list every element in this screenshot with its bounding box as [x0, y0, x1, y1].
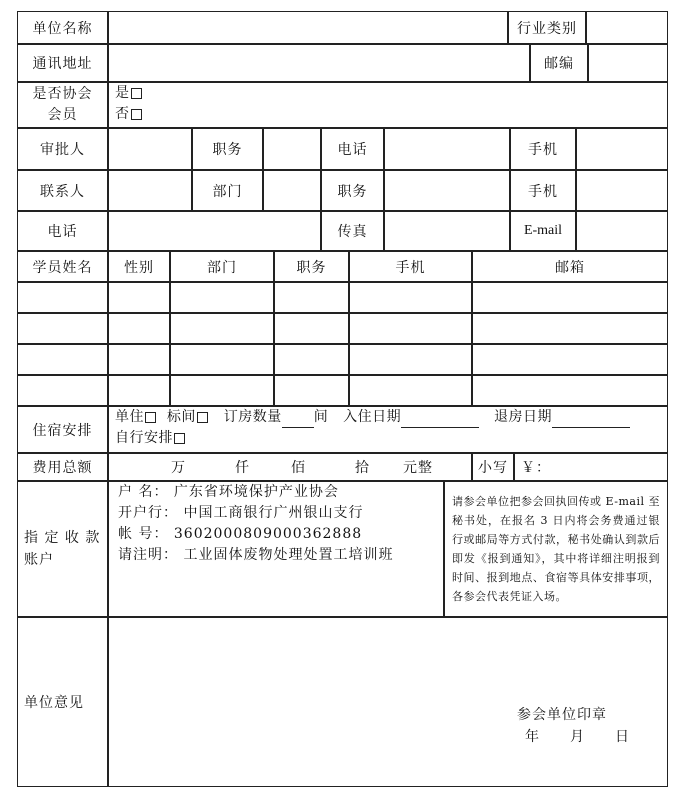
account-bank: 开户行： 中国工商银行广州银山支行	[118, 505, 364, 521]
trainee-name-cell[interactable]	[17, 282, 108, 313]
trainee-department-cell[interactable]	[170, 344, 274, 375]
account-note: 请注明： 工业固体废物处理处置工培训班	[118, 547, 394, 563]
fax-field[interactable]	[384, 211, 510, 251]
trainee-gender-header: 性别	[108, 251, 170, 282]
trainee-gender-cell[interactable]	[108, 344, 170, 375]
trainee-mobile-cell[interactable]	[349, 344, 472, 375]
trainee-department-header: 部门	[170, 251, 274, 282]
row-phone	[18, 212, 668, 252]
row-account	[18, 482, 668, 618]
phone-label: 电话	[17, 211, 108, 251]
no-checkbox[interactable]	[131, 109, 142, 120]
approver-field[interactable]	[108, 128, 192, 170]
lodging-label: 住宿安排	[17, 406, 108, 453]
trainee-email-header: 邮箱	[472, 251, 668, 282]
opinion-date: 年 月 日	[525, 729, 630, 745]
postcode-field[interactable]	[588, 44, 668, 82]
standard-checkbox[interactable]	[197, 412, 208, 423]
approver-mobile-label: 手机	[510, 128, 576, 170]
account-name: 户 名： 广东省环境保护产业协会	[118, 484, 339, 500]
member-options	[108, 82, 668, 128]
trainee-email-cell[interactable]	[472, 282, 668, 313]
room-count-label: 订房数量	[223, 409, 282, 425]
approver-phone-field[interactable]	[384, 128, 510, 170]
row-contact	[18, 171, 668, 212]
trainee-header	[18, 252, 668, 283]
trainee-position-header: 职务	[274, 251, 349, 282]
checkout-label: 退房日期	[493, 409, 552, 425]
table-row	[18, 376, 668, 407]
unit-name-label: 单位名称	[17, 11, 108, 44]
contact-position-label: 职务	[321, 170, 384, 211]
address-label: 通讯地址	[17, 44, 108, 82]
opinion-field[interactable]	[108, 617, 668, 787]
payment-notice: 请参会单位把参会回执回传或 E-mail 至秘书处，在报名 3 日内将会务费通过银行或邮局等方式付款，秘书处确认到款后即发《报到通知》，其中将详细注明报到时间、报到地点、食宿等具体安排事项，各参会代表凭证入场。	[444, 481, 668, 617]
trainee-mobile-cell[interactable]	[349, 375, 472, 406]
row-address	[18, 45, 668, 83]
email-label: E-mail	[510, 211, 576, 251]
room-count-field[interactable]	[282, 413, 314, 428]
standard-room-option[interactable]: 标间	[167, 409, 209, 425]
row-member	[18, 83, 668, 129]
single-room-option[interactable]: 单住	[115, 409, 157, 425]
contact-label: 联系人	[17, 170, 108, 211]
self-arrange-option[interactable]: 自行安排	[115, 428, 186, 449]
trainee-position-cell[interactable]	[274, 313, 349, 344]
row-approver	[18, 129, 668, 171]
trainee-email-cell[interactable]	[472, 375, 668, 406]
lodging-options	[108, 406, 668, 453]
fee-amount-field[interactable]: 万 仟 佰 拾 元整	[108, 453, 472, 481]
unit-name-field[interactable]	[108, 11, 508, 44]
self-arrange-checkbox[interactable]	[174, 433, 185, 444]
trainee-position-cell[interactable]	[274, 375, 349, 406]
industry-field[interactable]	[586, 11, 668, 44]
trainee-name-cell[interactable]	[17, 313, 108, 344]
trainee-gender-cell[interactable]	[108, 313, 170, 344]
approver-phone-label: 电话	[321, 128, 384, 170]
fee-label: 费用总额	[17, 453, 108, 481]
account-number: 帐 号： 3602000809000362888	[118, 526, 363, 542]
contact-department-label: 部门	[192, 170, 263, 211]
row-lodging	[18, 407, 668, 454]
trainee-email-cell[interactable]	[472, 344, 668, 375]
member-yes-option[interactable]: 是	[115, 83, 143, 104]
postcode-label: 邮编	[530, 44, 588, 82]
trainee-mobile-header: 手机	[349, 251, 472, 282]
row-fee	[18, 454, 668, 482]
approver-position-label: 职务	[192, 128, 263, 170]
contact-mobile-field[interactable]	[576, 170, 668, 211]
checkout-field[interactable]	[552, 413, 630, 428]
trainee-email-cell[interactable]	[472, 313, 668, 344]
contact-department-field[interactable]	[263, 170, 321, 211]
trainee-department-cell[interactable]	[170, 282, 274, 313]
fee-small-field[interactable]: ￥：	[514, 453, 668, 481]
trainee-department-cell[interactable]	[170, 313, 274, 344]
registration-form	[18, 12, 668, 788]
phone-field[interactable]	[108, 211, 321, 251]
trainee-mobile-cell[interactable]	[349, 313, 472, 344]
trainee-position-cell[interactable]	[274, 344, 349, 375]
room-unit: 间	[313, 409, 329, 425]
checkin-label: 入住日期	[343, 409, 402, 425]
opinion-label: 单位意见	[17, 617, 108, 787]
table-row	[18, 345, 668, 376]
table-row	[18, 283, 668, 314]
approver-label: 审批人	[17, 128, 108, 170]
trainee-gender-cell[interactable]	[108, 375, 170, 406]
account-details	[108, 481, 444, 617]
trainee-department-cell[interactable]	[170, 375, 274, 406]
contact-position-field[interactable]	[384, 170, 510, 211]
contact-mobile-label: 手机	[510, 170, 576, 211]
account-label: 指 定 收 款 账户	[17, 481, 108, 617]
address-field[interactable]	[108, 44, 530, 82]
member-no-option[interactable]: 否	[115, 104, 143, 125]
trainee-name-header: 学员姓名	[17, 251, 108, 282]
stamp-label: 参会单位印章	[517, 707, 607, 723]
trainee-name-cell[interactable]	[17, 375, 108, 406]
fax-label: 传真	[321, 211, 384, 251]
trainee-gender-cell[interactable]	[108, 282, 170, 313]
table-row	[18, 314, 668, 345]
email-field[interactable]	[576, 211, 668, 251]
trainee-mobile-cell[interactable]	[349, 282, 472, 313]
row-opinion	[18, 618, 668, 788]
approver-position-field[interactable]	[263, 128, 321, 170]
contact-field[interactable]	[108, 170, 192, 211]
single-checkbox[interactable]	[145, 412, 156, 423]
member-label: 是否协会 会员	[17, 82, 108, 128]
fee-small-label: 小写	[472, 453, 514, 481]
trainee-position-cell[interactable]	[274, 282, 349, 313]
checkin-field[interactable]	[401, 413, 479, 428]
row-unit-name	[18, 12, 668, 45]
yes-checkbox[interactable]	[131, 88, 142, 99]
trainee-name-cell[interactable]	[17, 344, 108, 375]
industry-label: 行业类别	[508, 11, 586, 44]
approver-mobile-field[interactable]	[576, 128, 668, 170]
